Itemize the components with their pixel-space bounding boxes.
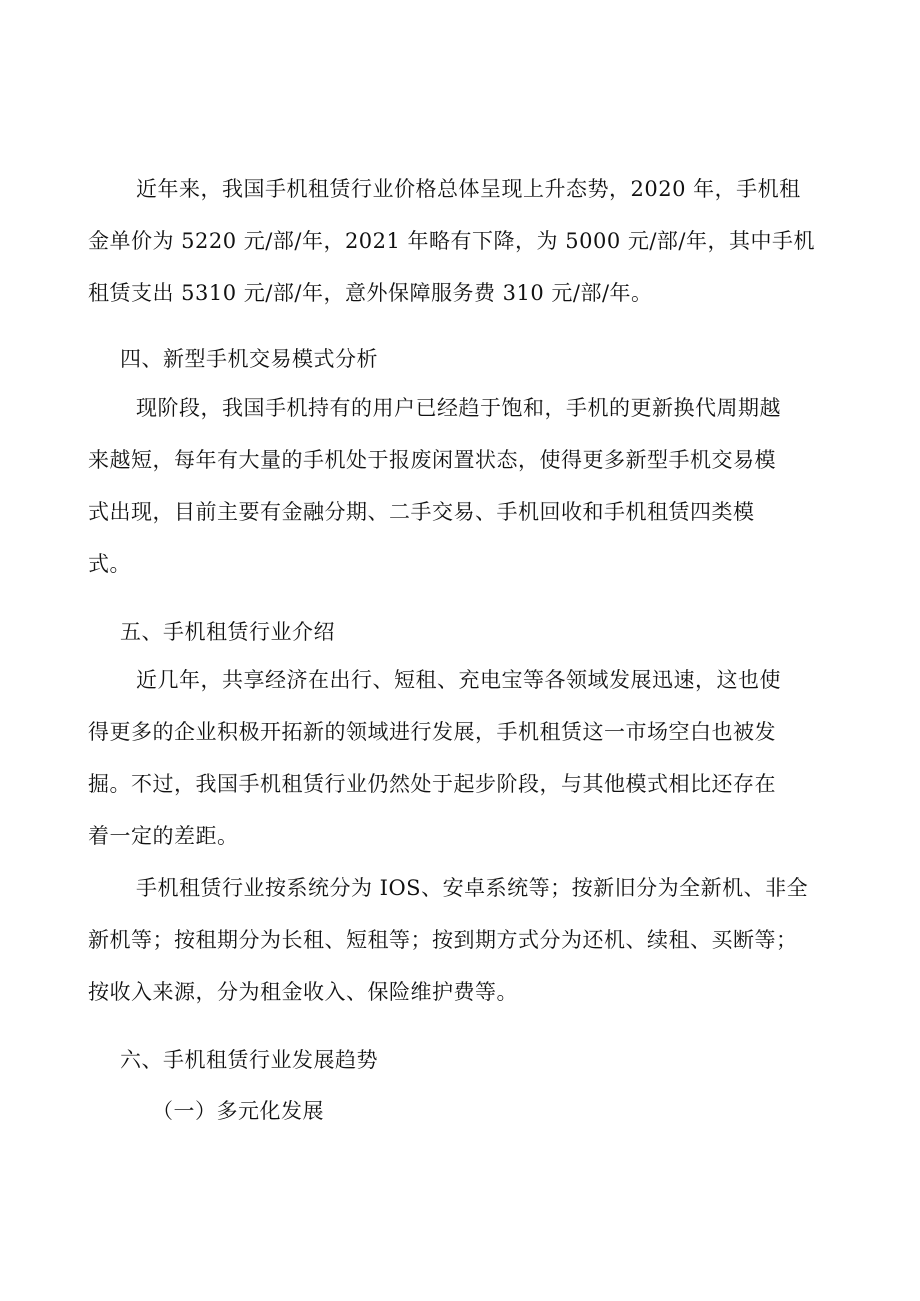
paragraph-1-line-1: 近年来，我国手机租赁行业价格总体呈现上升态势，2020 年，手机租 bbox=[136, 177, 801, 201]
paragraph-2-line-2: 来越短，每年有大量的手机处于报废闲置状态，使得更多新型手机交易模 bbox=[88, 448, 776, 472]
paragraph-3-line-2: 得更多的企业积极开拓新的领域进行发展，手机租赁这一市场空白也被发 bbox=[88, 720, 776, 744]
paragraph-3-line-1: 近几年，共享经济在出行、短租、充电宝等各领域发展迅速，这也使 bbox=[136, 668, 781, 692]
section-heading-5: 五、手机租赁行业介绍 bbox=[120, 620, 335, 644]
section-heading-6: 六、手机租赁行业发展趋势 bbox=[120, 1048, 378, 1072]
paragraph-3-line-3: 掘。不过，我国手机租赁行业仍然处于起步阶段，与其他模式相比还存在 bbox=[88, 772, 776, 796]
paragraph-2-line-3: 式出现，目前主要有金融分期、二手交易、手机回收和手机租赁四类模 bbox=[88, 500, 755, 524]
paragraph-3-line-4: 着一定的差距。 bbox=[88, 824, 239, 848]
section-heading-4: 四、新型手机交易模式分析 bbox=[120, 347, 378, 371]
paragraph-1-line-2: 金单价为 5220 元/部/年，2021 年略有下降，为 5000 元/部/年，其中手机 bbox=[88, 229, 816, 253]
paragraph-2-line-4: 式。 bbox=[88, 552, 131, 576]
paragraph-2-line-1: 现阶段，我国手机持有的用户已经趋于饱和，手机的更新换代周期越 bbox=[136, 396, 781, 420]
paragraph-4-line-3: 按收入来源，分为租金收入、保险维护费等。 bbox=[88, 980, 518, 1004]
subsection-heading-1: （一）多元化发展 bbox=[152, 1099, 324, 1123]
paragraph-1-line-3: 租赁支出 5310 元/部/年，意外保障服务费 310 元/部/年。 bbox=[88, 281, 653, 305]
paragraph-4-line-2: 新机等；按租期分为长租、短租等；按到期方式分为还机、续租、买断等； bbox=[88, 928, 798, 952]
paragraph-4-line-1: 手机租赁行业按系统分为 IOS、安卓系统等；按新旧分为全新机、非全 bbox=[136, 876, 809, 900]
